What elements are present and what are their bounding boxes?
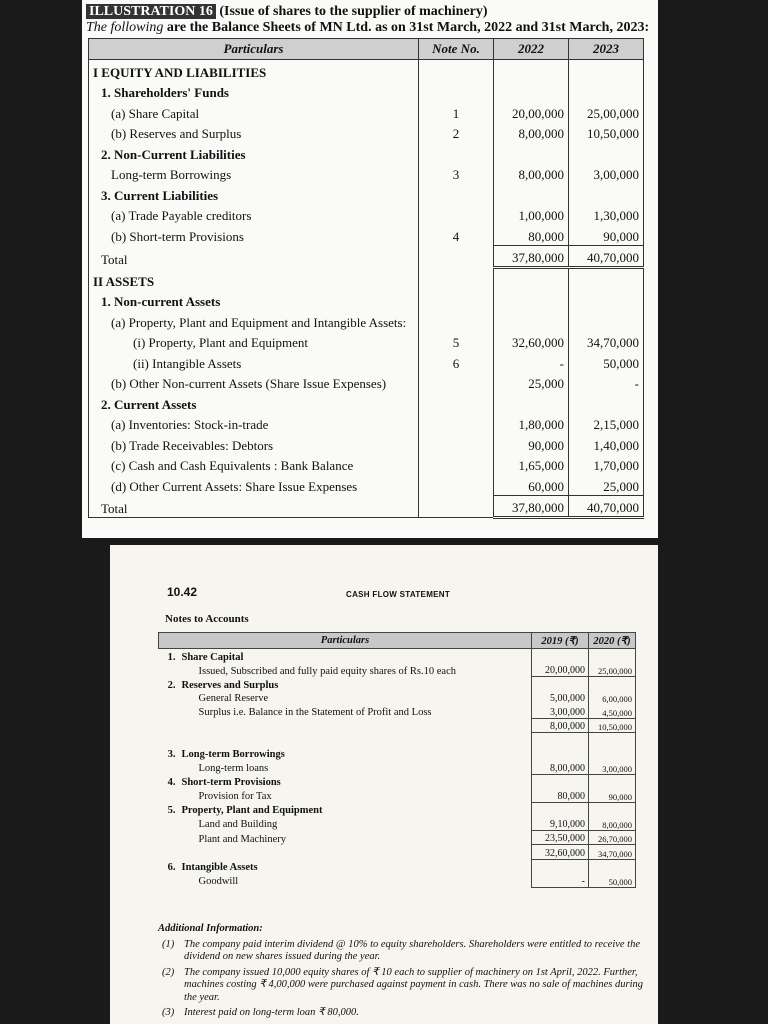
notes-row xyxy=(159,830,636,845)
balance-sheet-row xyxy=(89,60,644,81)
notes-row xyxy=(159,816,636,830)
note-cell xyxy=(419,454,494,475)
amount-2019-cell xyxy=(532,774,589,788)
balance-sheet-row xyxy=(89,81,644,102)
amount-2023-cell: 1,30,000 xyxy=(569,204,644,225)
amount-2023-cell: 25,000 xyxy=(569,474,644,495)
amount-2019-cell: 8,00,000 xyxy=(532,760,589,774)
amount-2023-cell xyxy=(569,290,644,311)
note-label: Long-term loans xyxy=(198,763,269,774)
note-label: Land and Building xyxy=(198,819,278,830)
note-label: General Reserve xyxy=(198,693,269,704)
note-label xyxy=(179,733,532,747)
note-label: Short-term Provisions xyxy=(181,777,281,788)
note-label: Goodwill xyxy=(198,876,239,887)
amount-2023-cell: 90,000 xyxy=(569,224,644,245)
note-label: Surplus i.e. Balance in the Statement of Profit and Loss xyxy=(198,707,432,718)
amount-2019-cell xyxy=(532,677,589,691)
particulars-cell: (c) Cash and Cash Equivalents : Bank Balance xyxy=(89,454,419,475)
intro-prefix: The following xyxy=(86,20,164,35)
amount-2022-cell xyxy=(494,268,569,290)
note-label xyxy=(179,718,532,733)
note-cell: 5 xyxy=(419,331,494,352)
amount-2023-cell: 2,15,000 xyxy=(569,413,644,434)
amount-2020-cell xyxy=(589,802,636,816)
header-particulars: Particulars xyxy=(89,39,419,60)
illustration-intro xyxy=(86,20,649,36)
particulars-cell: (b) Reserves and Surplus xyxy=(89,122,419,143)
note-cell xyxy=(419,413,494,434)
note-number: 1. xyxy=(167,651,176,663)
amount-2022-cell xyxy=(494,290,569,311)
particulars-cell: (ii) Intangible Assets xyxy=(89,351,419,372)
notes-row xyxy=(159,774,636,788)
notes-header-particulars: Particulars xyxy=(159,633,532,649)
note-number xyxy=(159,845,179,860)
note-cell xyxy=(419,372,494,393)
additional-item-number: (3) xyxy=(162,1007,175,1018)
balance-sheet-header-row xyxy=(89,39,644,60)
notes-row xyxy=(159,663,636,677)
note-cell xyxy=(419,245,494,268)
notes-page xyxy=(110,545,658,1024)
note-number xyxy=(159,718,179,733)
amount-2019-cell: 20,00,000 xyxy=(532,663,589,677)
notes-row xyxy=(159,802,636,816)
notes-row xyxy=(159,845,636,860)
amount-2020-cell xyxy=(589,733,636,747)
notes-header-2019: 2019 (₹) xyxy=(532,633,589,649)
amount-2020-cell xyxy=(589,649,636,663)
balance-sheet-row xyxy=(89,433,644,454)
note-cell xyxy=(419,183,494,204)
note-number xyxy=(159,873,179,887)
balance-sheet-page xyxy=(82,0,658,538)
amount-2019-cell: 23,50,000 xyxy=(532,830,589,845)
illustration-subtitle: (Issue of shares to the supplier of machinery) xyxy=(219,4,488,19)
note-cell: 6 xyxy=(419,351,494,372)
balance-sheet-row xyxy=(89,142,644,163)
particulars-cell: (a) Property, Plant and Equipment and Intangible Assets: xyxy=(89,310,419,331)
particulars-cell: (a) Share Capital xyxy=(89,101,419,122)
particulars-cell: 3. Current Liabilities xyxy=(89,183,419,204)
amount-2022-cell: 1,00,000 xyxy=(494,204,569,225)
note-number xyxy=(159,830,179,845)
amount-2023-cell: 40,70,000 xyxy=(569,495,644,518)
note-number xyxy=(159,760,179,774)
amount-2019-cell: 8,00,000 xyxy=(532,718,589,733)
note-number: 2. xyxy=(167,679,176,691)
amount-2022-cell: 80,000 xyxy=(494,224,569,245)
amount-2020-cell: 34,70,000 xyxy=(589,845,636,860)
amount-2020-cell xyxy=(589,677,636,691)
illustration-title xyxy=(86,4,488,20)
note-label: Issued, Subscribed and fully paid equity shares of Rs.10 each xyxy=(198,665,456,677)
amount-2020-cell: 8,00,000 xyxy=(589,816,636,830)
amount-2020-cell: 4,50,000 xyxy=(589,704,636,718)
amount-2023-cell xyxy=(569,310,644,331)
additional-item-number: (2) xyxy=(162,966,175,978)
amount-2020-cell: 6,00,000 xyxy=(589,691,636,705)
particulars-cell: (b) Short-term Provisions xyxy=(89,224,419,245)
amount-2019-cell: 5,00,000 xyxy=(532,691,589,705)
amount-2023-cell: 1,70,000 xyxy=(569,454,644,475)
amount-2019-cell xyxy=(532,802,589,816)
note-number xyxy=(159,663,179,677)
running-title: CASH FLOW STATEMENT xyxy=(346,590,451,599)
note-number xyxy=(159,816,179,830)
amount-2023-cell xyxy=(569,392,644,413)
amount-2023-cell: 10,50,000 xyxy=(569,122,644,143)
note-cell xyxy=(419,392,494,413)
note-label: Share Capital xyxy=(181,651,244,663)
header-2023: 2023 xyxy=(569,39,644,60)
additional-item xyxy=(158,967,652,1005)
particulars-cell: (i) Property, Plant and Equipment xyxy=(89,331,419,352)
notes-row xyxy=(159,718,636,733)
amount-2020-cell: 50,000 xyxy=(589,873,636,887)
balance-sheet-row xyxy=(89,163,644,184)
amount-2022-cell: 37,80,000 xyxy=(494,495,569,518)
amount-2023-cell: 3,00,000 xyxy=(569,163,644,184)
amount-2023-cell xyxy=(569,142,644,163)
note-label: Property, Plant and Equipment xyxy=(181,805,323,816)
note-number: 5. xyxy=(167,805,176,816)
balance-sheet-row xyxy=(89,310,644,331)
amount-2023-cell: 1,40,000 xyxy=(569,433,644,454)
balance-sheet-table xyxy=(88,38,644,519)
amount-2023-cell: 34,70,000 xyxy=(569,331,644,352)
particulars-cell: (a) Inventories: Stock-in-trade xyxy=(89,413,419,434)
amount-2020-cell xyxy=(589,859,636,873)
balance-sheet-row xyxy=(89,204,644,225)
amount-2019-cell: 32,60,000 xyxy=(532,845,589,860)
note-cell xyxy=(419,81,494,102)
amount-2023-cell xyxy=(569,81,644,102)
amount-2019-cell: 3,00,000 xyxy=(532,704,589,718)
particulars-cell: II ASSETS xyxy=(89,268,419,290)
header-2022: 2022 xyxy=(494,39,569,60)
note-number xyxy=(159,704,179,718)
note-label: Plant and Machinery xyxy=(198,833,286,845)
note-cell xyxy=(419,495,494,518)
note-number xyxy=(159,733,179,747)
notes-row xyxy=(159,873,636,887)
note-label xyxy=(179,845,532,860)
amount-2022-cell: 60,000 xyxy=(494,474,569,495)
note-number xyxy=(159,691,179,705)
amount-2019-cell: 80,000 xyxy=(532,788,589,802)
notes-row xyxy=(159,747,636,761)
notes-header-row xyxy=(159,633,636,649)
notes-table xyxy=(158,632,636,888)
notes-row xyxy=(159,733,636,747)
amount-2022-cell xyxy=(494,310,569,331)
balance-sheet-row xyxy=(89,245,644,268)
balance-sheet-row xyxy=(89,122,644,143)
amount-2023-cell xyxy=(569,183,644,204)
note-cell xyxy=(419,474,494,495)
note-number: 4. xyxy=(167,777,176,788)
particulars-cell: 2. Non-Current Liabilities xyxy=(89,142,419,163)
intro-text: are the Balance Sheets of MN Ltd. as on 31st March, 2022 and 31st March, 2023: xyxy=(166,20,650,35)
amount-2022-cell: 8,00,000 xyxy=(494,122,569,143)
particulars-cell: Long-term Borrowings xyxy=(89,163,419,184)
additional-item-text: The company paid interim dividend @ 10% to equity shareholders. Shareholders were entitled to receive the dividend on new shares issued during the year. xyxy=(184,938,641,962)
amount-2023-cell: 25,00,000 xyxy=(569,101,644,122)
additional-item-text: Interest paid on long-term loan ₹ 80,000. xyxy=(184,1007,359,1018)
particulars-cell: (a) Trade Payable creditors xyxy=(89,204,419,225)
amount-2022-cell: - xyxy=(494,351,569,372)
particulars-cell: (b) Other Non-current Assets (Share Issue Expenses) xyxy=(89,372,419,393)
amount-2020-cell: 26,70,000 xyxy=(589,830,636,845)
notes-row xyxy=(159,788,636,802)
particulars-cell: Total xyxy=(89,495,419,518)
amount-2022-cell: 25,000 xyxy=(494,372,569,393)
amount-2022-cell: 32,60,000 xyxy=(494,331,569,352)
amount-2022-cell: 90,000 xyxy=(494,433,569,454)
amount-2020-cell: 25,00,000 xyxy=(589,663,636,677)
amount-2023-cell: 50,000 xyxy=(569,351,644,372)
amount-2022-cell xyxy=(494,392,569,413)
amount-2019-cell xyxy=(532,649,589,663)
amount-2022-cell: 37,80,000 xyxy=(494,245,569,268)
additional-item xyxy=(158,1007,652,1020)
particulars-cell: 1. Shareholders' Funds xyxy=(89,81,419,102)
balance-sheet-row xyxy=(89,392,644,413)
note-cell xyxy=(419,142,494,163)
note-cell xyxy=(419,268,494,290)
note-number: 6. xyxy=(167,862,176,873)
amount-2020-cell xyxy=(589,774,636,788)
balance-sheet-row xyxy=(89,224,644,245)
balance-sheet-row xyxy=(89,474,644,495)
additional-information xyxy=(158,923,652,1020)
amount-2019-cell xyxy=(532,733,589,747)
balance-sheet-row xyxy=(89,290,644,311)
amount-2020-cell: 90,000 xyxy=(589,788,636,802)
notes-row xyxy=(159,760,636,774)
amount-2022-cell: 1,65,000 xyxy=(494,454,569,475)
amount-2020-cell: 10,50,000 xyxy=(589,718,636,733)
amount-2023-cell xyxy=(569,60,644,81)
note-cell xyxy=(419,290,494,311)
note-number: 3. xyxy=(167,749,176,760)
balance-sheet-row xyxy=(89,454,644,475)
note-cell: 2 xyxy=(419,122,494,143)
balance-sheet-row xyxy=(89,268,644,290)
balance-sheet-row xyxy=(89,331,644,352)
note-cell xyxy=(419,204,494,225)
amount-2022-cell: 8,00,000 xyxy=(494,163,569,184)
particulars-cell: I EQUITY AND LIABILITIES xyxy=(89,60,419,81)
header-note-no: Note No. xyxy=(419,39,494,60)
note-label: Intangible Assets xyxy=(181,862,258,873)
balance-sheet-row xyxy=(89,495,644,518)
amount-2019-cell: 9,10,000 xyxy=(532,816,589,830)
note-number xyxy=(159,788,179,802)
particulars-cell: Total xyxy=(89,245,419,268)
illustration-label: ILLUSTRATION 16 xyxy=(86,4,216,19)
note-cell: 3 xyxy=(419,163,494,184)
note-label: Provision for Tax xyxy=(198,791,272,802)
amount-2023-cell xyxy=(569,268,644,290)
note-cell: 1 xyxy=(419,101,494,122)
balance-sheet-row xyxy=(89,372,644,393)
amount-2022-cell: 1,80,000 xyxy=(494,413,569,434)
notes-title: Notes to Accounts xyxy=(165,613,249,625)
amount-2020-cell xyxy=(589,747,636,761)
note-label: Reserves and Surplus xyxy=(181,679,279,691)
additional-list xyxy=(158,939,652,1020)
amount-2020-cell: 3,00,000 xyxy=(589,760,636,774)
amount-2019-cell xyxy=(532,859,589,873)
notes-body xyxy=(159,649,636,888)
amount-2022-cell xyxy=(494,142,569,163)
amount-2023-cell: - xyxy=(569,372,644,393)
balance-sheet-row xyxy=(89,101,644,122)
note-cell xyxy=(419,433,494,454)
notes-row xyxy=(159,677,636,691)
page-number: 10.42 xyxy=(167,585,198,599)
amount-2019-cell xyxy=(532,747,589,761)
notes-header-2020: 2020 (₹) xyxy=(589,633,636,649)
notes-row xyxy=(159,704,636,718)
notes-row xyxy=(159,649,636,663)
amount-2023-cell: 40,70,000 xyxy=(569,245,644,268)
balance-sheet-body xyxy=(89,60,644,518)
additional-item-number: (1) xyxy=(162,938,175,950)
note-cell xyxy=(419,60,494,81)
balance-sheet-row xyxy=(89,351,644,372)
notes-row xyxy=(159,859,636,873)
particulars-cell: 2. Current Assets xyxy=(89,392,419,413)
amount-2022-cell xyxy=(494,81,569,102)
amount-2022-cell: 20,00,000 xyxy=(494,101,569,122)
amount-2022-cell xyxy=(494,183,569,204)
additional-item xyxy=(158,939,652,964)
amount-2019-cell: - xyxy=(532,873,589,887)
particulars-cell: (d) Other Current Assets: Share Issue Expenses xyxy=(89,474,419,495)
additional-title: Additional Information: xyxy=(158,923,263,934)
note-label: Long-term Borrowings xyxy=(181,749,285,760)
note-cell xyxy=(419,310,494,331)
note-cell: 4 xyxy=(419,224,494,245)
particulars-cell: 1. Non-current Assets xyxy=(89,290,419,311)
balance-sheet-row xyxy=(89,413,644,434)
additional-item-text: The company issued 10,000 equity shares of ₹ 10 each to supplier of machinery on 1st April, 2022. Further, machines costing ₹ 4,00,000 were purchased against payment in cash. There was no sale of machines during the year. xyxy=(184,966,644,1003)
notes-row xyxy=(159,691,636,705)
balance-sheet-row xyxy=(89,183,644,204)
amount-2022-cell xyxy=(494,60,569,81)
particulars-cell: (b) Trade Receivables: Debtors xyxy=(89,433,419,454)
